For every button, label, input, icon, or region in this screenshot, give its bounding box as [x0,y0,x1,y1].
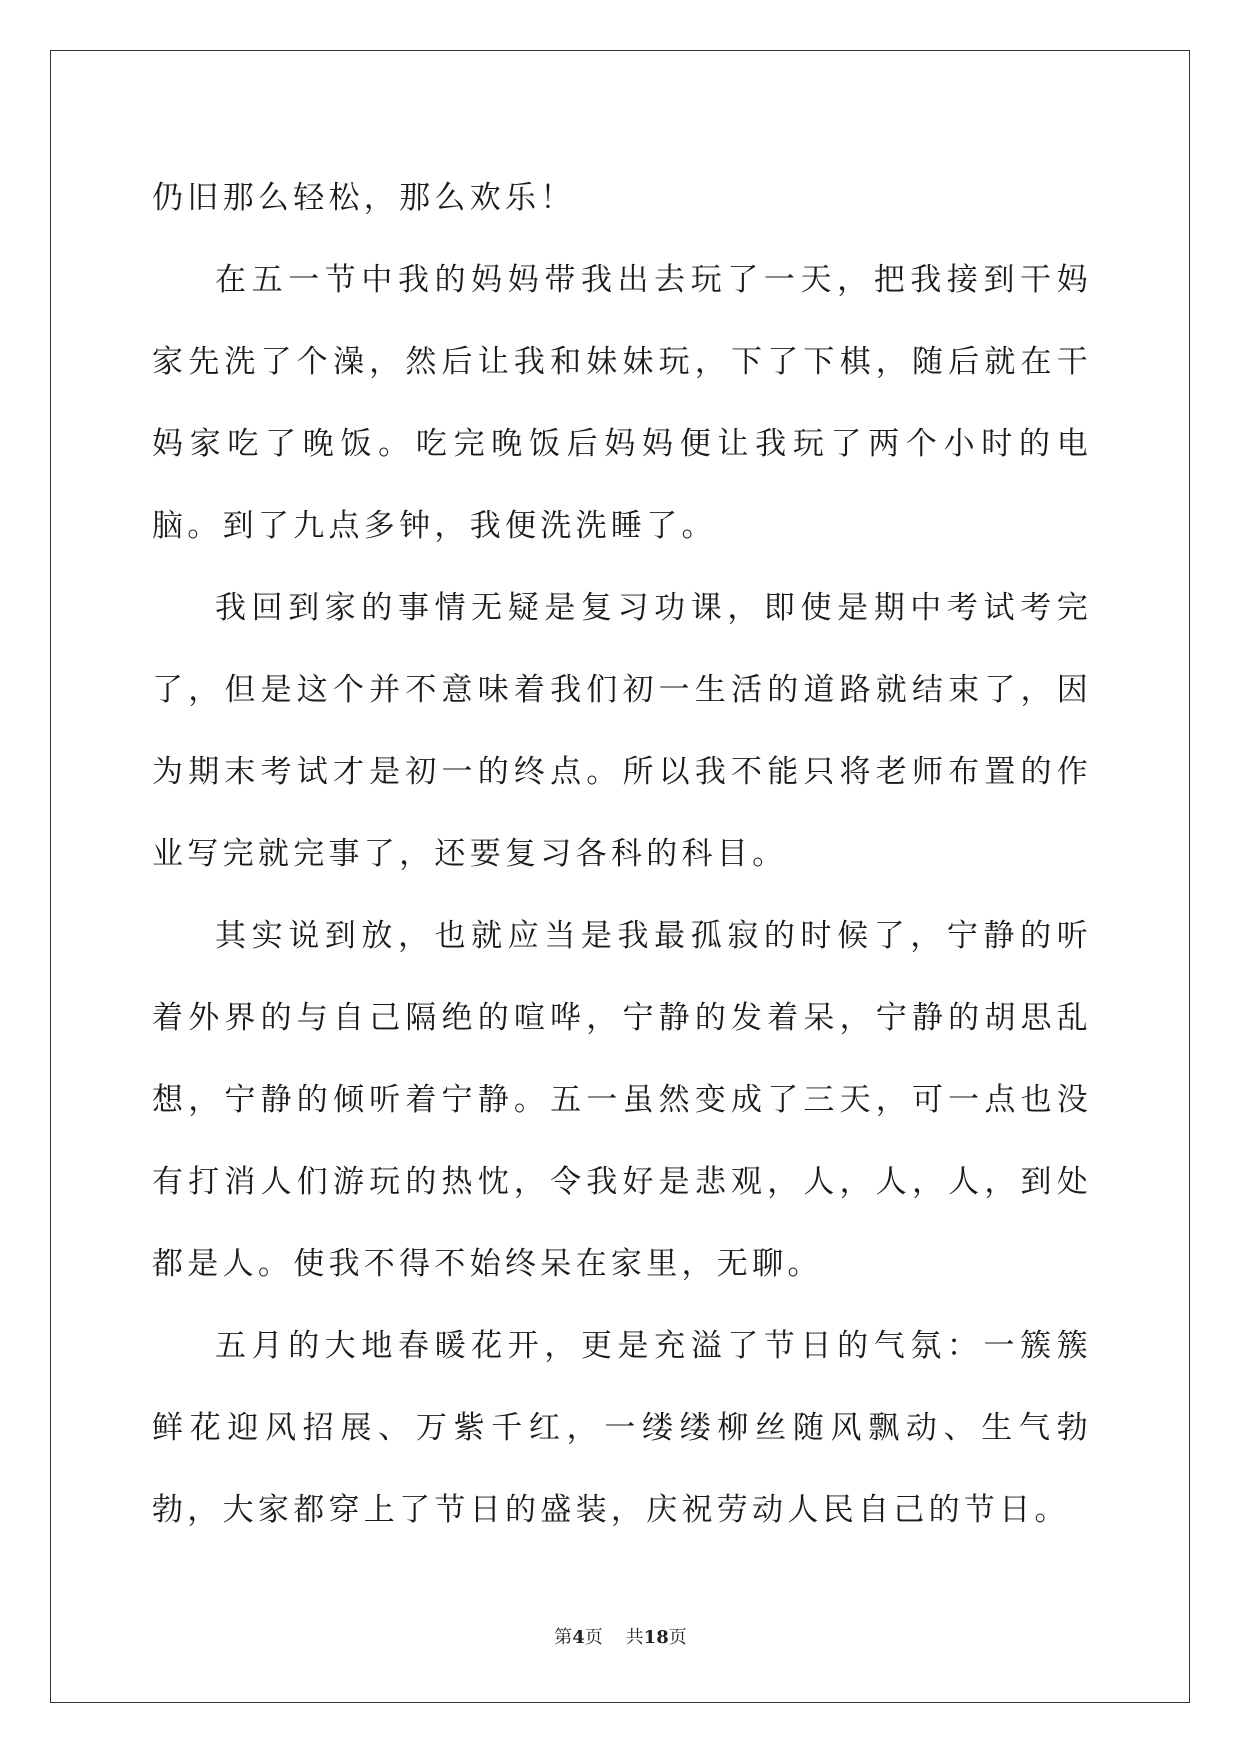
page-prefix: 第 [554,1627,573,1648]
page-footer [0,1623,1241,1649]
total-pages: 18 [643,1627,669,1648]
paragraph-1: 仍旧那么轻松，那么欢乐！ [152,180,576,216]
page-suffix: 页 [584,1627,603,1648]
paragraph-3: 我回到家的事情无疑是复习功课，即使是期中考试考完了，但是这个并不意味着我们初一生活的道路就结束了，因为期末考试才是初一的终点。所以我不能只将老师布置的作业写完就完事了，还要复习各科的科目。 [152,590,1092,872]
document-body [152,157,1092,1551]
total-suffix: 页 [668,1627,687,1648]
page-number: 4 [572,1627,585,1648]
paragraph-5: 五月的大地春暖花开，更是充溢了节日的气氛：一簇簇鲜花迎风招展、万紫千红，一缕缕柳丝随风飘动、生气勃勃，大家都穿上了节日的盛装，庆祝劳动人民自己的节日。 [152,1328,1092,1528]
total-prefix: 共 [625,1627,644,1648]
paragraph-2: 在五一节中我的妈妈带我出去玩了一天，把我接到干妈家先洗了个澡，然后让我和妹妹玩，下了下棋，随后就在干妈家吃了晚饭。吃完晚饭后妈妈便让我玩了两个小时的电脑。到了九点多钟，我便洗洗睡了。 [152,262,1092,544]
paragraph-4: 其实说到放，也就应当是我最孤寂的时候了，宁静的听着外界的与自己隔绝的喧哗，宁静的发着呆，宁静的胡思乱想，宁静的倾听着宁静。五一虽然变成了三天，可一点也没有打消人们游玩的热忱，令我好是悲观，人，人，人，到处都是人。使我不得不始终呆在家里，无聊。 [152,918,1092,1282]
